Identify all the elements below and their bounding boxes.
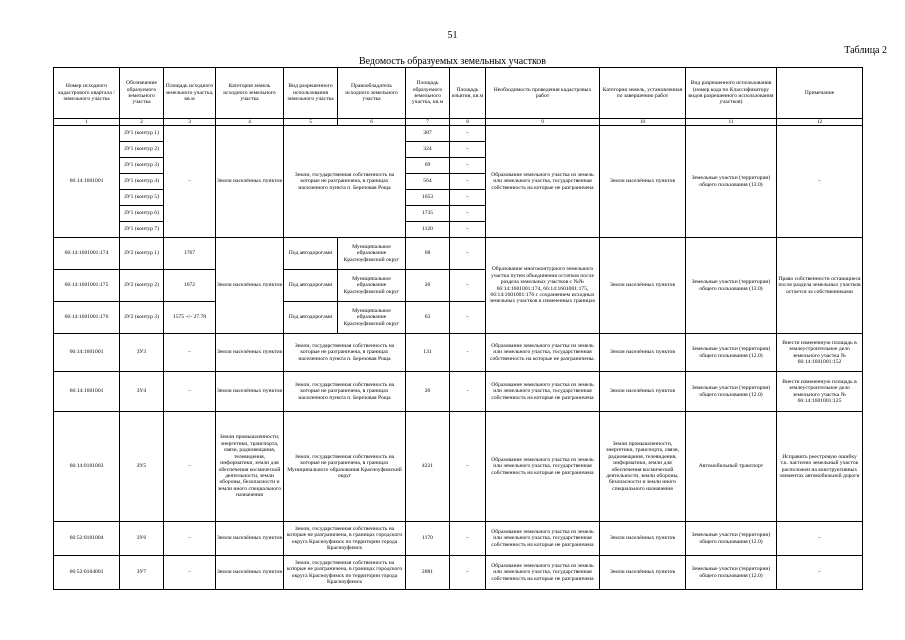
table-row [54, 372, 863, 412]
col-number: 1 [54, 119, 120, 126]
cadastral-cell: 66:14:1601001 [54, 334, 120, 372]
parcel-label: ЗУ2 (контур 3) [120, 302, 164, 334]
cut-cell: – [450, 206, 486, 222]
cadastral-cell: 66:14:1601001:176 [54, 302, 120, 334]
note-cell: Исправить реестровую ошибку т.к. частично земельный участок расположен на конструктивных элементах автомобильной дороги [777, 412, 863, 522]
area-cell: 1120 [406, 222, 450, 238]
header-row [54, 68, 863, 119]
col-number: 7 [406, 119, 450, 126]
source-area-cell: – [164, 556, 216, 590]
source-area-cell: 1575 +/- 27.78 [164, 302, 216, 334]
cut-cell: – [450, 174, 486, 190]
column-number-row [54, 119, 863, 126]
area-cell: 63 [406, 302, 450, 334]
parcel-label: ЗУ1 (контур 3) [120, 158, 164, 174]
work-cell: Образование земельного участка из земель или земельного участка, государственная собственность на которые не разграничены. [486, 334, 600, 372]
cadastral-cell: 66:14:1601001 [54, 372, 120, 412]
owner-cell: Земли, государственная собственность на которые не разграничена, в границах городского округа Красноуфимск по территории города Красноуфимск [284, 556, 406, 590]
source-area-cell: 1672 [164, 270, 216, 302]
note-cell: – [777, 556, 863, 590]
cadastral-cell: 66:14:1601001:174 [54, 238, 120, 270]
parcel-label: ЗУ1 (контур 4) [120, 174, 164, 190]
use-cell: Земельные участки (территории) общего пользования (12.0) [686, 372, 777, 412]
use-before-cell: Под автодорогами [284, 270, 338, 302]
category-after-cell: Земли населённых пунктов [600, 126, 686, 238]
use-cell: Земельные участки (территории) общего пользования (12.0) [686, 126, 777, 238]
category-after-cell: Земли населённых пунктов [600, 556, 686, 590]
col-number: 11 [686, 119, 777, 126]
table-row [54, 334, 863, 372]
col-number: 9 [486, 119, 600, 126]
col-number: 6 [338, 119, 406, 126]
col-header: Номер исходного кадастрового квартала / земельного участка [54, 68, 120, 119]
parcels-table [53, 67, 863, 590]
cut-cell: – [450, 142, 486, 158]
col-number: 8 [450, 119, 486, 126]
source-area-cell: – [164, 412, 216, 522]
parcel-label: ЗУ1 (контур 6) [120, 206, 164, 222]
category-cell: Земли населённых пунктов [216, 334, 284, 372]
category-after-cell: Земли промышленности, энергетики, транспорта, связи, радиовещания, телевидения, информатики, земли для обеспечения космической деятельности, земли обороны, безопасности и земли иного специального назначения [600, 412, 686, 522]
owner-cell: Земли, государственная собственность на которые не разграничена, в границах Муниципального образования Красноуфимский округ [284, 412, 406, 522]
work-cell: Образование земельного участка из земель или земельного участка, государственная собственность на которые не разграничена [486, 522, 600, 556]
parcel-label: ЗУ4 [120, 372, 164, 412]
table-row [54, 126, 863, 142]
category-after-cell: Земли населённых пунктов [600, 334, 686, 372]
note-cell: – [777, 126, 863, 238]
cut-cell: – [450, 270, 486, 302]
area-cell: 1170 [406, 522, 450, 556]
parcel-label: ЗУ1 (контур 1) [120, 126, 164, 142]
category-after-cell: Земли населённых пунктов [600, 372, 686, 412]
col-number: 3 [164, 119, 216, 126]
note-cell: Внести измененную площадь в землеустроительное дело земельного участка № 66:14:1601001:125 [777, 372, 863, 412]
parcel-label: ЗУ2 (контур 1) [120, 238, 164, 270]
col-header: Обозначение образуемого земельного участка [120, 68, 164, 119]
owner-cell: Земли, государственная собственность на которые не разграничена, в границах населенного пункта п. Березовая Роща [284, 126, 406, 238]
table-row [54, 522, 863, 556]
note-cell: Право собственности остающиеся после раздела земельных участков остается за собственниками [777, 238, 863, 334]
area-cell: 324 [406, 142, 450, 158]
col-header: Примечание [777, 68, 863, 119]
category-cell: Земли населённых пунктов [216, 372, 284, 412]
cut-cell: – [450, 190, 486, 206]
parcel-label: ЗУ1 (контур 2) [120, 142, 164, 158]
cadastral-cell: 66:14:1601001:175 [54, 270, 120, 302]
area-cell: 564 [406, 174, 450, 190]
page-number: 51 [447, 30, 458, 41]
cut-cell: – [450, 222, 486, 238]
col-header: Площадь исходного земельного участка, кв.м [164, 68, 216, 119]
use-before-cell: Под автодорогами [284, 238, 338, 270]
cadastral-cell: 66:14:1601001 [54, 126, 120, 238]
category-cell: Земли населённых пунктов [216, 238, 284, 334]
source-area-cell: – [164, 334, 216, 372]
col-header: Вид разрешенного использования земельного участка [284, 68, 338, 119]
category-cell: Земли населённых пунктов [216, 556, 284, 590]
cadastral-cell: 66:14:0101003 [54, 412, 120, 522]
work-cell: Образование земельного участка из земель или земельного участка, государственная собственность на которые не разграничена [486, 412, 600, 522]
area-cell: 26 [406, 270, 450, 302]
category-after-cell: Земли населённых пунктов [600, 522, 686, 556]
source-area-cell: 1767 [164, 238, 216, 270]
source-area-cell: – [164, 522, 216, 556]
parcel-label: ЗУ6 [120, 522, 164, 556]
category-cell: Земли промышленности, энергетики, транспорта, связи, радиовещания, телевидения, информатики, земли для обеспечения космической деятельности, земли обороны, безопасности и земли иного специального назначения [216, 412, 284, 522]
col-number: 4 [216, 119, 284, 126]
cut-cell: – [450, 126, 486, 142]
use-cell: Земельные участки (территории) общего пользования (12.0) [686, 556, 777, 590]
area-cell: 387 [406, 126, 450, 142]
area-cell: 1653 [406, 190, 450, 206]
col-header: Категория земель, установленная по завершению работ [600, 68, 686, 119]
cut-cell: – [450, 412, 486, 522]
area-cell: 68 [406, 238, 450, 270]
source-area-cell: – [164, 372, 216, 412]
owner-cell: Земли, государственная собственность на которые не разграничена, в границах населенного пункта п. Березовая Роща [284, 334, 406, 372]
cut-cell: – [450, 556, 486, 590]
col-header: Вид разрешенного использования (номер кода по Классификатору видов разрешенного использования участков) [686, 68, 777, 119]
col-header: Площадь изъятия, кв.м [450, 68, 486, 119]
parcel-label: ЗУ5 [120, 412, 164, 522]
col-header: Категория земель исходного земельного участка [216, 68, 284, 119]
use-cell: Земельные участки (территории) общего пользования (12.0) [686, 238, 777, 334]
col-number: 10 [600, 119, 686, 126]
source-area-cell: – [164, 126, 216, 238]
col-number: 5 [284, 119, 338, 126]
table-row [54, 556, 863, 590]
use-cell: Земельные участки (территории) общего пользования (12.0) [686, 522, 777, 556]
cut-cell: – [450, 158, 486, 174]
work-cell: Образование земельного участка из земель или земельного участка, государственная собственность на которые не разграничена [486, 372, 600, 412]
note-cell: Внести измененную площадь в землеустроительное дело земельного участка № 66:14:1601001:152 [777, 334, 863, 372]
table-row [54, 412, 863, 522]
col-header: Необходимость проведения кадастровых работ [486, 68, 600, 119]
category-cell: Земли населённых пунктов [216, 522, 284, 556]
work-cell: Образование земельного участка из земель или земельного участка, государственная собственность на которые не разграничена [486, 126, 600, 238]
col-header: Площадь образуемого земельного участка, кв.м [406, 68, 450, 119]
parcel-label: ЗУ7 [120, 556, 164, 590]
cut-cell: – [450, 238, 486, 270]
col-header: Правообладатель исходного земельного участка [338, 68, 406, 119]
col-number: 2 [120, 119, 164, 126]
cut-cell: - [450, 372, 486, 412]
use-before-cell: Под автодорогами [284, 302, 338, 334]
area-cell: 4221 [406, 412, 450, 522]
area-cell: 1735 [406, 206, 450, 222]
cadastral-cell: 66:52:0101004 [54, 522, 120, 556]
owner-cell: Муниципальное образование Красноуфимский округ [338, 302, 406, 334]
parcel-label: ЗУ3 [120, 334, 164, 372]
owner-cell: Муниципальное образование Красноуфимский округ [338, 270, 406, 302]
table-label: Таблица 2 [844, 45, 887, 56]
note-cell: – [777, 522, 863, 556]
owner-cell: Муниципальное образование Красноуфимский округ [338, 238, 406, 270]
category-after-cell: Земли населённых пунктов [600, 238, 686, 334]
cut-cell: – [450, 522, 486, 556]
use-cell: Автомобильный транспорт [686, 412, 777, 522]
area-cell: 131 [406, 334, 450, 372]
cadastral-cell: 66:52:0104001 [54, 556, 120, 590]
table-row [54, 238, 863, 270]
owner-cell: Земли, государственная собственность на которые не разграничена, в границах населенного пункта п. Березовая Роща [284, 372, 406, 412]
parcel-label: ЗУ1 (контур 7) [120, 222, 164, 238]
area-cell: 2881 [406, 556, 450, 590]
cut-cell: - [450, 334, 486, 372]
page-title: Ведомость образуемых земельных участков [358, 56, 547, 67]
work-cell: Образование многоконтурного земельного участка путем объединения остатков после раздела земельных участков с №№ 66:14:1601001:174, 66:14:1601001:175, 66:14:1601001:176 с сохранением исходных земельных участков в измененных границах [486, 238, 600, 334]
owner-cell: Земли, государственная собственность на которые не разграничена, в границах городского округа Красноуфимск по территории города Красноуфимск [284, 522, 406, 556]
category-cell: Земли населённых пунктов [216, 126, 284, 238]
area-cell: 69 [406, 158, 450, 174]
col-number: 12 [777, 119, 863, 126]
area-cell: 26 [406, 372, 450, 412]
parcel-label: ЗУ2 (контур 2) [120, 270, 164, 302]
use-cell: Земельные участки (территории) общего пользования (12.0) [686, 334, 777, 372]
parcel-label: ЗУ1 (контур 5) [120, 190, 164, 206]
work-cell: Образование земельного участка из земель или земельного участка, государственная собственность на которые не разграничена [486, 556, 600, 590]
cut-cell: – [450, 302, 486, 334]
